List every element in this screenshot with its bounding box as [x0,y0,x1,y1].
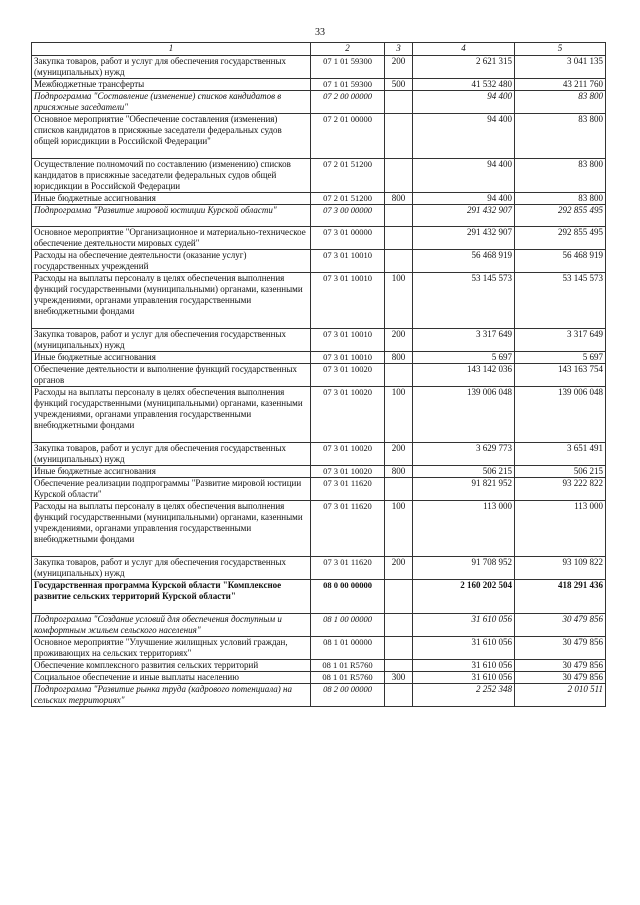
cell-name: Иные бюджетные ассигнования [32,466,311,478]
table-row [32,364,606,387]
cell-code: 07 3 00 00000 [311,205,385,227]
cell-name: Расходы на обеспечение деятельности (оказание услуг) государственных учреждений [32,250,311,273]
cell-name: Осуществление полномочий по составлению (изменению) списков кандидатов в присяжные заседатели федеральных судов общей юрисдикции в Российской Федерации [32,159,311,193]
cell-code: 07 2 01 51200 [311,193,385,205]
table-row [32,387,606,443]
cell-year2-amount: 93 222 822 [515,478,606,501]
cell-code: 07 3 01 10020 [311,387,385,443]
table-row [32,557,606,580]
cell-code: 07 3 01 10010 [311,273,385,329]
cell-year2-amount: 30 479 856 [515,614,606,637]
column-header-type: 3 [385,43,413,56]
cell-type [385,660,413,672]
table-row [32,329,606,352]
cell-type: 200 [385,56,413,79]
cell-name: Закупка товаров, работ и услуг для обеспечения государственных (муниципальных) нужд [32,557,311,580]
cell-code: 07 3 01 11620 [311,501,385,557]
table-row [32,352,606,364]
cell-name: Государственная программа Курской области "Комплексное развитие сельских территорий Курской области" [32,580,311,614]
cell-name: Социальное обеспечение и иные выплаты населению [32,672,311,684]
cell-type [385,250,413,273]
cell-year2-amount: 3 041 135 [515,56,606,79]
cell-code: 08 1 01 R5760 [311,672,385,684]
cell-name: Расходы на выплаты персоналу в целях обеспечения выполнения функций государственными (муниципальными) органами, казенными учреждениями, органами управления государственными внебюджетными фондами [32,501,311,557]
table-row [32,227,606,250]
table-row [32,478,606,501]
column-header-name: 1 [32,43,311,56]
cell-year2-amount: 83 800 [515,91,606,114]
cell-code: 07 1 01 59300 [311,56,385,79]
cell-year2-amount: 30 479 856 [515,637,606,660]
cell-year2-amount: 143 163 754 [515,364,606,387]
cell-type [385,91,413,114]
table-row [32,250,606,273]
cell-code: 07 3 01 00000 [311,227,385,250]
cell-year1-amount: 41 532 480 [413,79,515,91]
cell-name: Подпрограмма "Развитие мировой юстиции Курской области" [32,205,311,227]
cell-year1-amount: 91 708 952 [413,557,515,580]
table-row [32,443,606,466]
cell-code: 07 3 01 11620 [311,478,385,501]
cell-year2-amount: 93 109 822 [515,557,606,580]
cell-year1-amount: 31 610 056 [413,637,515,660]
cell-type [385,684,413,707]
cell-type [385,614,413,637]
table-row [32,159,606,193]
cell-name: Обеспечение деятельности и выполнение функций государственных органов [32,364,311,387]
cell-code: 08 2 00 00000 [311,684,385,707]
cell-year2-amount: 56 468 919 [515,250,606,273]
table-row [32,637,606,660]
column-header-year1: 4 [413,43,515,56]
cell-code: 07 3 01 11620 [311,557,385,580]
cell-type [385,114,413,159]
cell-year2-amount: 506 215 [515,466,606,478]
cell-code: 07 3 01 10020 [311,443,385,466]
cell-year1-amount: 5 697 [413,352,515,364]
cell-year2-amount: 30 479 856 [515,672,606,684]
cell-year1-amount: 3 629 773 [413,443,515,466]
cell-year2-amount: 5 697 [515,352,606,364]
table-row [32,91,606,114]
budget-table [31,42,606,707]
table-row [32,79,606,91]
cell-name: Подпрограмма "Развитие рынка труда (кадрового потенциала) на сельских территориях" [32,684,311,707]
cell-year1-amount: 3 317 649 [413,329,515,352]
table-body [32,56,606,707]
table-row [32,684,606,707]
cell-code: 07 3 01 10020 [311,466,385,478]
cell-type [385,227,413,250]
cell-year2-amount: 3 651 491 [515,443,606,466]
cell-year2-amount: 292 855 495 [515,227,606,250]
cell-name: Межбюджетные трансферты [32,79,311,91]
cell-code: 07 2 01 51200 [311,159,385,193]
table-row [32,580,606,614]
cell-year1-amount: 31 610 056 [413,660,515,672]
cell-name: Подпрограмма "Составление (изменение) списков кандидатов в присяжные заседатели" [32,91,311,114]
cell-code: 07 3 01 10010 [311,352,385,364]
cell-year2-amount: 83 800 [515,193,606,205]
cell-code: 07 3 01 10020 [311,364,385,387]
cell-type [385,637,413,660]
cell-year1-amount: 94 400 [413,114,515,159]
cell-year1-amount: 56 468 919 [413,250,515,273]
cell-type: 200 [385,329,413,352]
cell-code: 08 1 01 00000 [311,637,385,660]
cell-year1-amount: 2 621 315 [413,56,515,79]
cell-name: Обеспечение реализации подпрограммы "Развитие мировой юстиции Курской области" [32,478,311,501]
cell-code: 08 1 01 R5760 [311,660,385,672]
cell-year1-amount: 139 006 048 [413,387,515,443]
cell-type: 500 [385,79,413,91]
table-row [32,56,606,79]
cell-year2-amount: 30 479 856 [515,660,606,672]
cell-year2-amount: 292 855 495 [515,205,606,227]
cell-year2-amount: 83 800 [515,114,606,159]
cell-type: 300 [385,672,413,684]
table-row [32,273,606,329]
cell-year1-amount: 143 142 036 [413,364,515,387]
cell-type: 800 [385,352,413,364]
cell-name: Расходы на выплаты персоналу в целях обеспечения выполнения функций государственными (муниципальными) органами, казенными учреждениями, органами управления государственными внебюджетными фондами [32,273,311,329]
cell-year1-amount: 94 400 [413,91,515,114]
table-row [32,114,606,159]
cell-type [385,580,413,614]
table-row [32,466,606,478]
table-row [32,193,606,205]
cell-year2-amount: 43 211 760 [515,79,606,91]
cell-type [385,159,413,193]
cell-name: Закупка товаров, работ и услуг для обеспечения государственных (муниципальных) нужд [32,56,311,79]
cell-type: 800 [385,466,413,478]
cell-year2-amount: 53 145 573 [515,273,606,329]
cell-type: 100 [385,273,413,329]
cell-name: Закупка товаров, работ и услуг для обеспечения государственных (муниципальных) нужд [32,443,311,466]
page-number: 33 [315,27,325,38]
cell-year1-amount: 91 821 952 [413,478,515,501]
cell-name: Основное мероприятие "Улучшение жилищных условий граждан, проживающих на сельских территориях" [32,637,311,660]
table-row [32,614,606,637]
cell-year2-amount: 2 010 511 [515,684,606,707]
cell-type: 100 [385,501,413,557]
cell-year1-amount: 291 432 907 [413,227,515,250]
column-header-code: 2 [311,43,385,56]
cell-code: 07 2 01 00000 [311,114,385,159]
table-row [32,205,606,227]
cell-name: Основное мероприятие "Организационное и материально-техническое обеспечение деятельности мировых судей" [32,227,311,250]
cell-year1-amount: 31 610 056 [413,614,515,637]
cell-name: Обеспечение комплексного развития сельских территорий [32,660,311,672]
cell-name: Иные бюджетные ассигнования [32,352,311,364]
cell-year2-amount: 139 006 048 [515,387,606,443]
cell-name: Основное мероприятие "Обеспечение составления (изменения) списков кандидатов в присяжные заседатели федеральных судов общей юрисдикции в Российской Федерации" [32,114,311,159]
cell-code: 08 1 00 00000 [311,614,385,637]
cell-name: Иные бюджетные ассигнования [32,193,311,205]
cell-year2-amount: 83 800 [515,159,606,193]
cell-name: Расходы на выплаты персоналу в целях обеспечения выполнения функций государственными (муниципальными) органами, казенными учреждениями, органами управления государственными внебюджетными фондами [32,387,311,443]
cell-type: 200 [385,443,413,466]
cell-type [385,205,413,227]
cell-code: 08 0 00 00000 [311,580,385,614]
cell-type: 100 [385,387,413,443]
cell-type [385,364,413,387]
table-row [32,672,606,684]
cell-year1-amount: 2 160 202 504 [413,580,515,614]
table-header-row [32,43,606,56]
cell-year2-amount: 113 000 [515,501,606,557]
cell-name: Закупка товаров, работ и услуг для обеспечения государственных (муниципальных) нужд [32,329,311,352]
cell-year1-amount: 94 400 [413,193,515,205]
cell-year1-amount: 31 610 056 [413,672,515,684]
cell-year1-amount: 113 000 [413,501,515,557]
cell-code: 07 2 00 00000 [311,91,385,114]
cell-year2-amount: 3 317 649 [515,329,606,352]
cell-code: 07 1 01 59300 [311,79,385,91]
column-header-year2: 5 [515,43,606,56]
table-row [32,501,606,557]
cell-year1-amount: 291 432 907 [413,205,515,227]
cell-year1-amount: 2 252 348 [413,684,515,707]
cell-year1-amount: 94 400 [413,159,515,193]
cell-type: 200 [385,557,413,580]
cell-type [385,478,413,501]
cell-year1-amount: 506 215 [413,466,515,478]
cell-code: 07 3 01 10010 [311,250,385,273]
cell-code: 07 3 01 10010 [311,329,385,352]
table-row [32,660,606,672]
cell-type: 800 [385,193,413,205]
cell-name: Подпрограмма "Создание условий для обеспечения доступным и комфортным жильем сельского населения" [32,614,311,637]
cell-year1-amount: 53 145 573 [413,273,515,329]
cell-year2-amount: 418 291 436 [515,580,606,614]
